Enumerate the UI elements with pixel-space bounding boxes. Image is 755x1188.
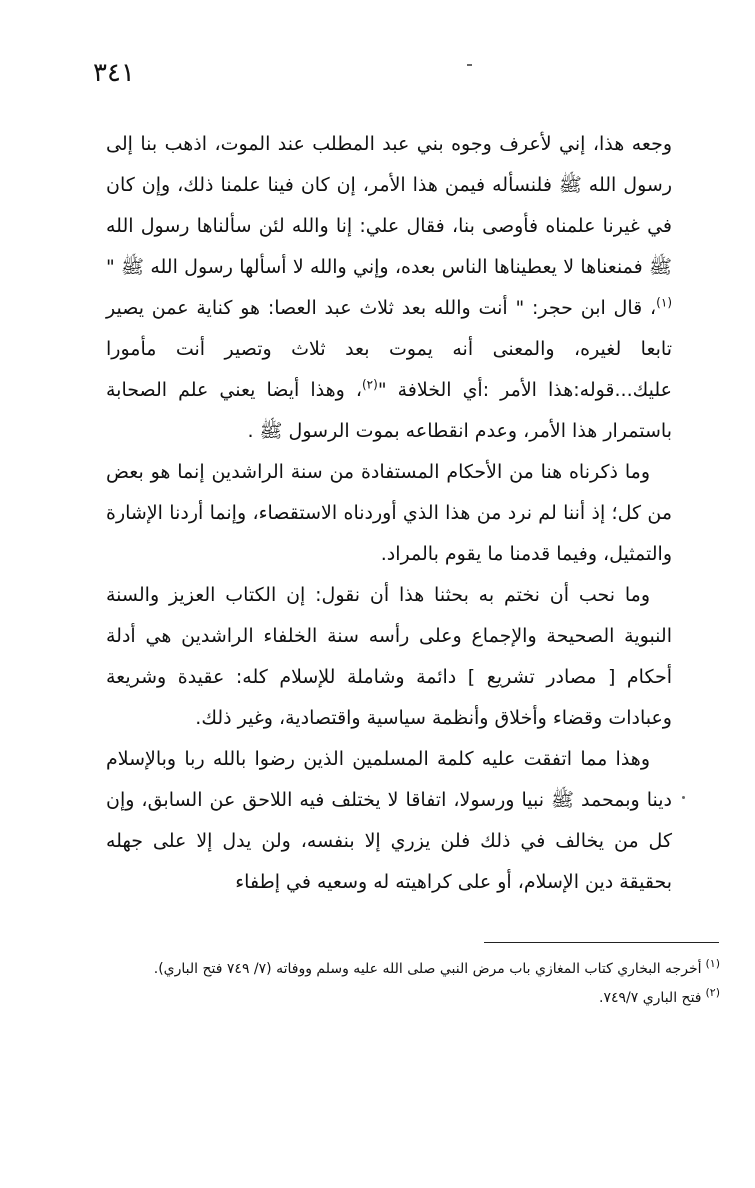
scan-mark — [682, 796, 685, 799]
footnotes — [100, 955, 720, 1013]
footnote-2 — [100, 984, 720, 1013]
footnote-text: أخرجه البخاري كتاب المغازي باب مرض النبي صلى الله عليه وسلم ووفاته (٧/ ٧٤٩ فتح الباري). — [153, 961, 702, 977]
paragraph-4: وهذا مما اتفقت عليه كلمة المسلمين الذين رضوا بالله ربا وبالإسلام دينا وبمحمد ﷺ نبيا ورسولا، اتفاقا لا يختلف فيه اللاحق عن السابق، وإن كل من يخالف في ذلك فلن يزري إلا بنفسه، ولن يدل إلا على جهله بحقيقة دين الإسلام، أو على كراهيته له وسعيه في إطفاء — [106, 748, 672, 893]
footnote-number: (١) — [705, 957, 720, 971]
footnote-number: (٢) — [705, 986, 720, 1000]
paragraph-1 — [106, 124, 672, 452]
page-number: ٣٤١ — [93, 58, 135, 88]
paragraph-3: وما نحب أن نختم به بحثنا هذا أن نقول: إن الكتاب العزيز والسنة النبوية الصحيحة والإجماع وعلى رأسه سنة الخلفاء الراشدين هي أدلة أحكام [ مصادر تشريع ] دائمة وشاملة للإسلام كله: عقيدة وشريعة وعبادات وقضاء وأخلاق وأنظمة سياسية واقتصادية، وغير ذلك. — [106, 584, 672, 729]
paragraph-text: ، وهذا أيضا يعني علم الصحابة باستمرار هذا الأمر، وعدم انقطاعه بموت الرسول ﷺ . — [106, 379, 672, 442]
footnote-ref-2[interactable]: (٢) — [361, 377, 378, 392]
paragraph-2: وما ذكرناه هنا من الأحكام المستفادة من سنة الراشدين إنما هو بعض من كل؛ إذ أننا لم نرد من هذا الذي أوردناه الاستقصاء، وإنما أردنا الإشارة والتمثيل، وفيما قدمنا ما يقوم بالمراد. — [106, 461, 672, 565]
footnote-ref-1[interactable]: (١) — [656, 295, 672, 310]
footnote-1 — [100, 955, 720, 984]
scan-mark — [467, 64, 472, 66]
body-text — [106, 124, 672, 903]
paragraph-text: ، قال ابن حجر: " أنت والله بعد ثلاث عبد العصا: هو كناية عمن يصير تابعا لغيره، والمعنى أنه يموت بعد ثلاث وتصير أنت مأمورا عليك...قوله:هذا الأمر :أي الخلافة " — [106, 297, 673, 401]
footnote-divider — [484, 942, 719, 943]
paragraph-text: وجعه هذا، إني لأعرف وجوه بني عبد المطلب عند الموت، اذهب بنا إلى رسول الله ﷺ فلنسأله فيمن هذا الأمر، إن كان فينا علمنا ذلك، وإن كان في غيرنا علمناه فأوصى بنا، فقال علي: إنا والله لئن سألناها رسول الله ﷺ فمنعناها لا يعطيناها الناس بعده، وإني والله لا أسألها رسول الله ﷺ " — [106, 133, 672, 278]
footnote-text: فتح الباري ٧٤٩/٧. — [599, 990, 702, 1006]
